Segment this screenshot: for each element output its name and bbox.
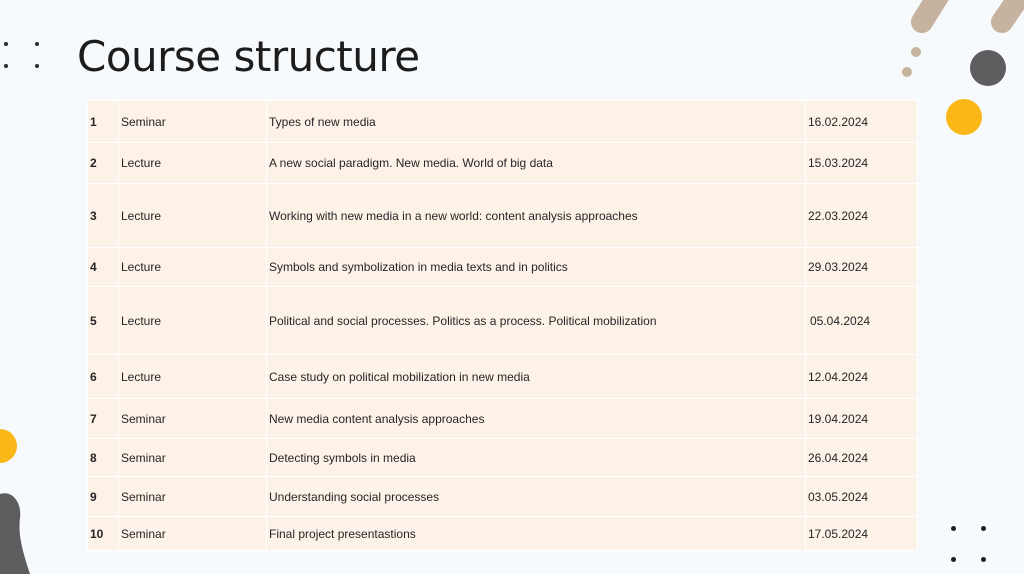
session-number: 9 <box>88 477 119 517</box>
table-row <box>88 248 918 287</box>
session-number: 2 <box>88 143 119 184</box>
session-type: Lecture <box>119 143 267 184</box>
session-date: 03.05.2024 <box>806 477 918 517</box>
session-date: 19.04.2024 <box>806 399 918 439</box>
session-number: 5 <box>88 287 119 355</box>
session-type: Lecture <box>119 287 267 355</box>
table-row <box>88 355 918 399</box>
session-type: Seminar <box>119 517 267 551</box>
session-date: 12.04.2024 <box>806 355 918 399</box>
session-type: Lecture <box>119 248 267 287</box>
session-topic: Political and social processes. Politics as a process. Political mobilization <box>267 287 806 355</box>
session-number: 4 <box>88 248 119 287</box>
table-row <box>88 143 918 184</box>
session-type: Lecture <box>119 184 267 248</box>
table-row <box>88 287 918 355</box>
session-topic: Types of new media <box>267 101 806 143</box>
session-topic: A new social paradigm. New media. World of big data <box>267 143 806 184</box>
session-number: 1 <box>88 101 119 143</box>
table-row <box>88 101 918 143</box>
page-title: Course structure <box>77 32 420 81</box>
session-date: 15.03.2024 <box>806 143 918 184</box>
session-topic: Detecting symbols in media <box>267 439 806 477</box>
session-date: 16.02.2024 <box>806 101 918 143</box>
session-number: 7 <box>88 399 119 439</box>
session-number: 10 <box>88 517 119 551</box>
table-row <box>88 477 918 517</box>
session-topic: Understanding social processes <box>267 477 806 517</box>
session-topic: New media content analysis approaches <box>267 399 806 439</box>
decorative-shapes-bottom-left <box>0 420 40 574</box>
dot-grid-top-left <box>0 38 44 74</box>
table-row <box>88 517 918 551</box>
session-date: 05.04.2024 <box>806 287 918 355</box>
session-number: 6 <box>88 355 119 399</box>
session-topic: Case study on political mobilization in new media <box>267 355 806 399</box>
session-topic: Symbols and symbolization in media texts and in politics <box>267 248 806 287</box>
session-type: Lecture <box>119 355 267 399</box>
table-row <box>88 184 918 248</box>
table-row <box>88 439 918 477</box>
session-date: 22.03.2024 <box>806 184 918 248</box>
session-type: Seminar <box>119 399 267 439</box>
dot-grid-bottom-right <box>945 522 995 568</box>
session-type: Seminar <box>119 477 267 517</box>
session-topic: Final project presentastions <box>267 517 806 551</box>
session-number: 3 <box>88 184 119 248</box>
session-type: Seminar <box>119 439 267 477</box>
table-row <box>88 399 918 439</box>
session-topic: Working with new media in a new world: content analysis approaches <box>267 184 806 248</box>
session-date: 29.03.2024 <box>806 248 918 287</box>
session-date: 17.05.2024 <box>806 517 918 551</box>
session-type: Seminar <box>119 101 267 143</box>
session-date: 26.04.2024 <box>806 439 918 477</box>
session-number: 8 <box>88 439 119 477</box>
course-schedule-table <box>87 100 918 551</box>
